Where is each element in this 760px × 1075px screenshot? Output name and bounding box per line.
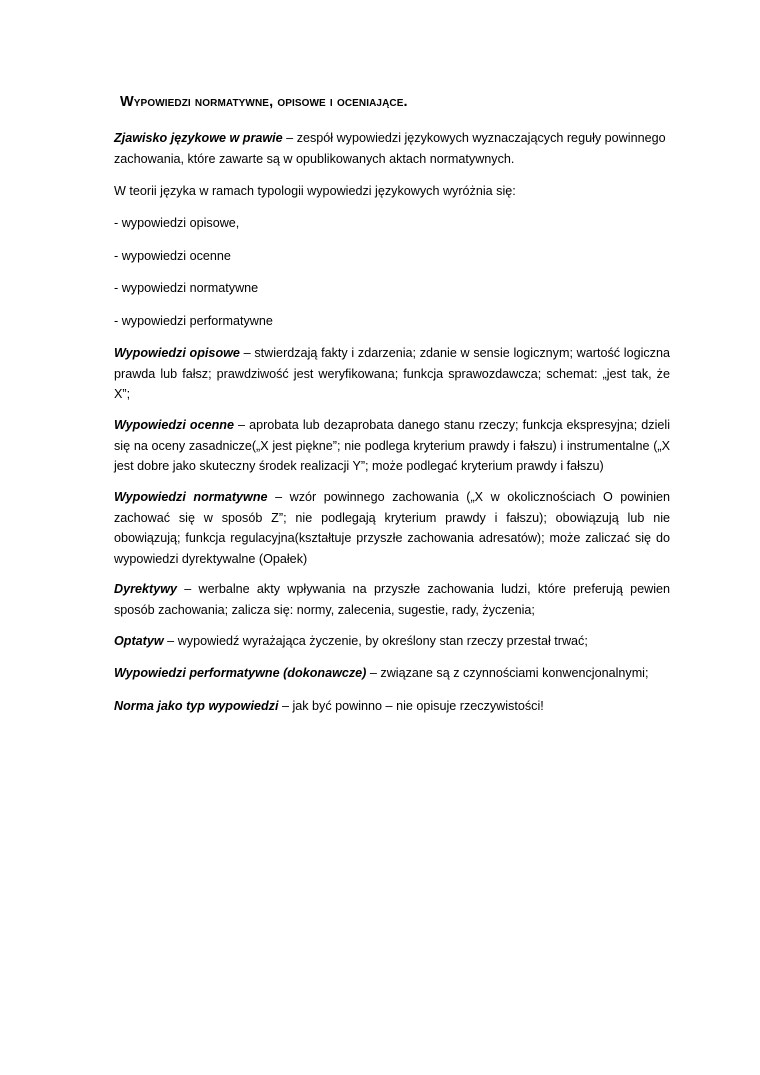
paragraph-term: Optatyw [114,634,164,648]
paragraph-text: – wzór powinnego zachowania („X w okolicznościach O powinien zachować się w sposób Z”; nie podlegają kryterium prawdy i fałszu); obowiązują lub nie obowiązują; funkcja regulacyjna(kształtuje przyszłe zachowania adresatów); może zaliczać się do wypowiedzi dyrektywalne (Opałek) [114,490,671,566]
paragraph-norm-as-statement [114,696,670,717]
paragraph-text: – zespół wypowiedzi językowych wyznaczających reguły powinnego zachowania, które zawarte są w opublikowanych aktach normatywnych. [114,131,666,166]
paragraph-text: - wypowiedzi opisowe, [114,216,240,230]
paragraph-typology-intro [114,181,670,202]
paragraph-term: Zjawisko językowe w prawie [114,131,283,145]
paragraph-performative-statements [114,663,670,684]
paragraph-optative [114,631,670,652]
paragraph-directives [114,579,670,620]
paragraph-legal-language-phenomenon [114,128,670,169]
paragraph-text: - wypowiedzi performatywne [114,314,273,328]
paragraph-text: – aprobata lub dezaprobata danego stanu rzeczy; funkcja ekspresyjna; dzieli się na oceny zasadnicze(„X jest piękne”; nie podlega kryterium prawdy i fałszu) i instrumentalne („X jest dobre jako skuteczny środek realizacji Y”; może podlegać kryterium prawdy i fałszu) [114,418,670,473]
paragraph-text: – wypowiedź wyrażająca życzenie, by określony stan rzeczy przestał trwać; [163,634,588,648]
paragraph-term: Norma jako typ wypowiedzi [114,699,279,713]
list-item-normative [114,278,670,299]
paragraph-text: – werbalne akty wpływania na przyszłe zachowania ludzi, które preferują pewien sposób zachowania; zalicza się: normy, zalecenia, sugestie, rady, życzenia; [114,582,670,617]
document-title: Wypowiedzi normatywne, opisowe i oceniające. [120,94,408,110]
list-item-evaluative [114,246,670,267]
paragraph-term: Wypowiedzi performatywne (dokonawcze) [114,666,367,680]
paragraph-term: Wypowiedzi normatywne [114,490,268,504]
paragraph-term: Dyrektywy [114,582,178,596]
paragraph-text: – związane są z czynnościami konwencjonalnymi; [366,666,649,680]
paragraph-evaluative-statements [114,415,670,477]
paragraph-normative-statements [114,487,670,569]
list-item-descriptive [114,213,670,234]
paragraph-text: – stwierdzają fakty i zdarzenia; zdanie w sensie logicznym; wartość logiczna prawda lub fałsz; prawdziwość jest weryfikowana; funkcja sprawozdawcza; schemat: „jest tak, że X”; [114,346,670,401]
paragraph-term: Wypowiedzi opisowe [114,346,240,360]
paragraph-text: – jak być powinno – nie opisuje rzeczywistości! [278,699,544,713]
paragraph-text: - wypowiedzi normatywne [114,281,259,295]
list-item-performative [114,311,670,332]
paragraph-text: - wypowiedzi ocenne [114,249,231,263]
paragraph-descriptive-statements [114,343,670,405]
paragraph-text: W teorii języka w ramach typologii wypowiedzi językowych wyróżnia się: [114,184,516,198]
paragraph-term: Wypowiedzi ocenne [114,418,234,432]
